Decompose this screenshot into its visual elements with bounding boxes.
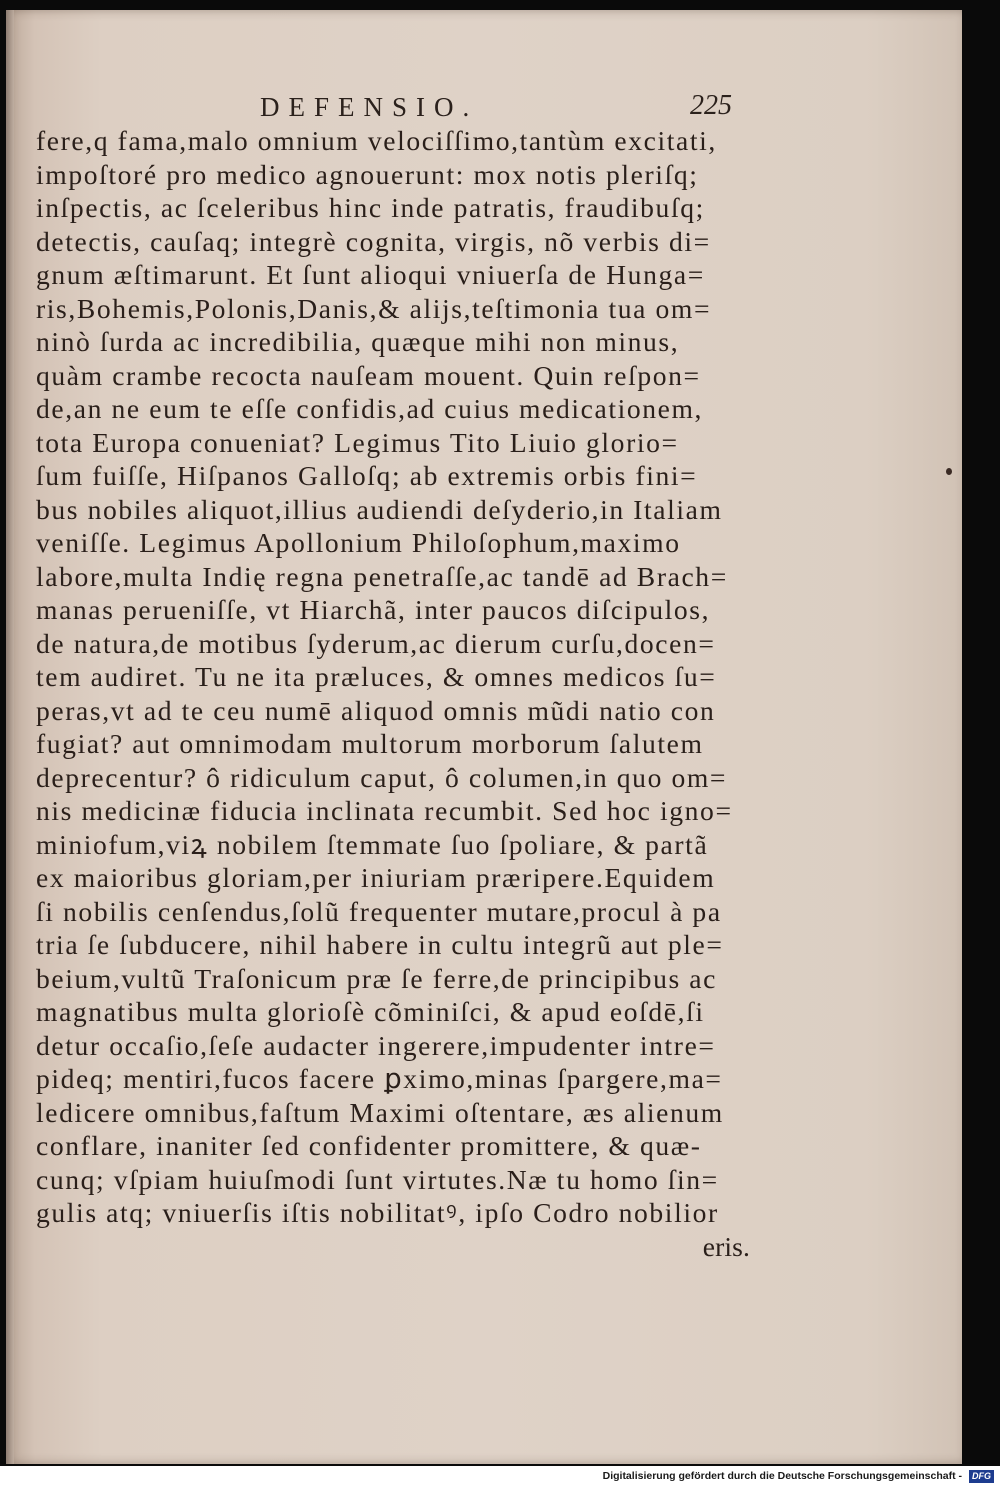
text-line: ninò ſurda ac incredibilia, quæque mihi non minus, — [36, 326, 680, 357]
text-line: manas perueniſſe, vt Hiarchã, inter paucos diſcipulos, — [36, 594, 711, 625]
text-line: deprecentur? ô ridiculum caput, ô columen,in quo om= — [36, 761, 728, 793]
dfg-logo-icon: DFG — [969, 1470, 994, 1483]
text-line: fugiat? aut omnimodam multorum morborum ſalutem — [36, 728, 704, 759]
running-head: DEFENSIO. — [260, 92, 479, 122]
text-line: quàm crambe recocta nauſeam mouent. Quin reſpon= — [36, 359, 701, 391]
text-line: detectis, cauſaq; integrè cognita, virgis, nõ verbis di= — [36, 225, 711, 257]
text-line: inſpectis, ac ſceleribus hinc inde patratis, fraudibuſq; — [36, 192, 705, 223]
text-line: tria ſe ſubducere, nihil habere in cultu integrũ aut ple= — [36, 929, 724, 960]
text-line: beium,vultũ Traſonicum præ ſe ferre,de principibus ac — [36, 962, 718, 994]
page-number: 225 — [690, 90, 732, 121]
text-line: labore,multa Indię regna penetraſſe,ac tandē ad Brach= — [36, 560, 728, 592]
text-line: conflare, inaniter ſed confidenter promittere, & quæ- — [36, 1130, 702, 1161]
text-line: magnatibus multa glorioſè cõminiſci, & apud eoſdē,ſi — [36, 996, 705, 1027]
text-line: ſi nobilis cenſendus,ſolũ frequenter mutare,procul à pa — [36, 895, 722, 927]
text-line: gnum æſtimarunt. Et ſunt alioqui vniuerſa de Hunga= — [36, 259, 705, 290]
page-gutter-edge — [6, 10, 14, 1464]
text-line-final: eris. — [702, 1230, 750, 1262]
text-line: ris,Bohemis,Polonis,Danis,& alijs,teſtimonia tua om= — [36, 292, 712, 324]
body-text — [36, 124, 756, 1263]
text-line: bus nobiles aliquot,illius audiendi deſyderio,in Italiam — [36, 493, 723, 525]
text-line: cunq; vſpiam huiuſmodi ſunt virtutes.Næ tu homo ſin= — [36, 1163, 719, 1195]
text-line: peras,vt ad te ceu numē aliquod omnis mũdi natio con — [36, 694, 716, 726]
text-line: tem audiret. Tu ne ita præluces, & omnes medicos ſu= — [36, 661, 717, 692]
footer-bar — [0, 1466, 1000, 1488]
ink-speck — [946, 468, 952, 475]
text-line: nis medicinæ fiducia inclinata recumbit. Sed hoc igno= — [36, 795, 733, 826]
text-line: fere,q fama,malo omnium velociſſimo,tantùm excitati, — [36, 125, 717, 156]
text-line: detur occaſio,ſeſe audacter ingerere,impudenter intre= — [36, 1029, 716, 1061]
text-line: veniſſe. Legimus Apollonium Philoſophum,maximo — [36, 527, 681, 558]
text-line: tota Europa conueniat? Legimus Tito Liuio glorio= — [36, 426, 679, 458]
text-line: miniofum,viꝝ nobilem ſtemmate ſuo ſpoliare, & partã — [36, 828, 709, 860]
text-line: gulis atq; vniuerſis iſtis nobilitatꝰ, ipſo Codro nobilior — [36, 1197, 719, 1228]
text-line: ledicere omnibus,faſtum Maximi oſtentare, æs alienum — [36, 1096, 724, 1128]
text-line: ex maioribus gloriam,per iniuriam præripere.Equidem — [36, 862, 716, 893]
text-line: de,an ne eum te eſſe confidis,ad cuius medicationem, — [36, 393, 704, 424]
text-line: de natura,de motibus ſyderum,ac dierum curſu,docen= — [36, 627, 716, 659]
text-line: pideq; mentiri,fucos facere ꝑximo,minas ſpargere,ma= — [36, 1063, 723, 1094]
funding-credit: Digitalisierung gefördert durch die Deutsche Forschungsgemeinschaft - — [602, 1470, 962, 1482]
text-line: impoſtoré pro medico agnouerunt: mox notis pleriſq; — [36, 158, 699, 190]
book-page — [6, 10, 962, 1464]
text-line: ſum fuiſſe, Hiſpanos Galloſq; ab extremis orbis fini= — [36, 460, 698, 491]
page-header — [36, 84, 756, 124]
